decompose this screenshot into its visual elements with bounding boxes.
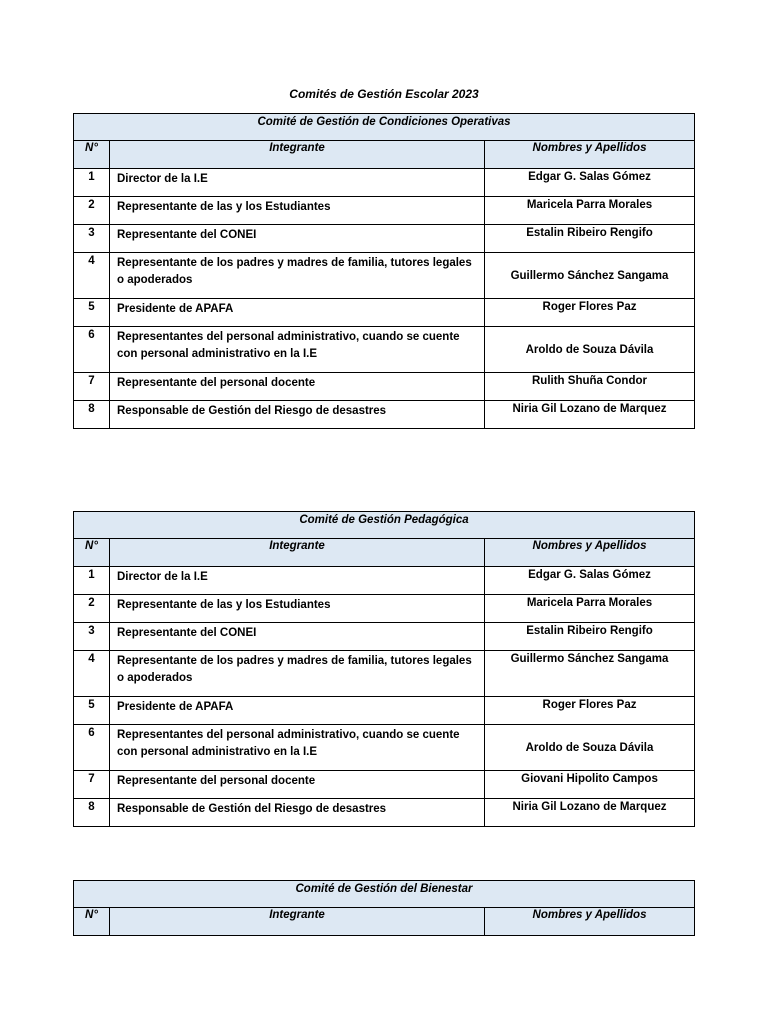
- row-integrante: Director de la I.E: [110, 567, 485, 595]
- row-nombre: Roger Flores Paz: [485, 697, 695, 725]
- column-header-integrante: Integrante: [110, 908, 485, 936]
- column-header-number: N°: [74, 908, 110, 936]
- row-nombre: Giovani Hipolito Campos: [485, 771, 695, 799]
- table-row: [74, 567, 695, 595]
- table-row: [74, 225, 695, 253]
- row-number: 7: [74, 373, 110, 401]
- row-nombre: Aroldo de Souza Dávila: [485, 327, 695, 373]
- row-integrante: Representante de los padres y madres de familia, tutores legales o apoderados: [110, 651, 485, 697]
- table-row: [74, 799, 695, 827]
- table-row: [74, 651, 695, 697]
- table-row: [74, 595, 695, 623]
- row-integrante: Representantes del personal administrativo, cuando se cuente con personal administrativo en la I.E: [110, 327, 485, 373]
- row-number: 5: [74, 299, 110, 327]
- table-row: [74, 373, 695, 401]
- column-header-integrante: Integrante: [110, 141, 485, 169]
- row-nombre: Estalin Ribeiro Rengifo: [485, 225, 695, 253]
- column-header-nombres: Nombres y Apellidos: [485, 539, 695, 567]
- table-row: [74, 299, 695, 327]
- table-row: [74, 169, 695, 197]
- table-row: [74, 725, 695, 771]
- table-row: [74, 401, 695, 429]
- row-nombre: Edgar G. Salas Gómez: [485, 567, 695, 595]
- row-nombre: Estalin Ribeiro Rengifo: [485, 623, 695, 651]
- committee-table-condiciones-operativas: [73, 113, 695, 429]
- table-row: [74, 197, 695, 225]
- row-nombre: Niria Gil Lozano de Marquez: [485, 799, 695, 827]
- document-title: Comités de Gestión Escolar 2023: [289, 87, 479, 101]
- row-number: 1: [74, 169, 110, 197]
- table-row: [74, 771, 695, 799]
- row-integrante: Director de la I.E: [110, 169, 485, 197]
- committee-table-pedagogica: [73, 511, 695, 827]
- row-integrante: Presidente de APAFA: [110, 299, 485, 327]
- row-integrante: Responsable de Gestión del Riesgo de desastres: [110, 401, 485, 429]
- row-integrante: Representante del CONEI: [110, 225, 485, 253]
- table-row: [74, 253, 695, 299]
- column-header-number: N°: [74, 539, 110, 567]
- column-header-number: N°: [74, 141, 110, 169]
- committee-title: Comité de Gestión Pedagógica: [74, 512, 695, 539]
- column-header-nombres: Nombres y Apellidos: [485, 908, 695, 936]
- row-number: 6: [74, 725, 110, 771]
- row-number: 7: [74, 771, 110, 799]
- row-nombre: Maricela Parra Morales: [485, 197, 695, 225]
- row-integrante: Representantes del personal administrativo, cuando se cuente con personal administrativo en la I.E: [110, 725, 485, 771]
- row-integrante: Representante de las y los Estudiantes: [110, 595, 485, 623]
- row-nombre: Maricela Parra Morales: [485, 595, 695, 623]
- row-number: 8: [74, 799, 110, 827]
- row-nombre: Edgar G. Salas Gómez: [485, 169, 695, 197]
- committee-title: Comité de Gestión de Condiciones Operativas: [74, 114, 695, 141]
- row-nombre: Guillermo Sánchez Sangama: [485, 253, 695, 299]
- column-header-integrante: Integrante: [110, 539, 485, 567]
- row-number: 4: [74, 651, 110, 697]
- row-number: 2: [74, 595, 110, 623]
- committee-title: Comité de Gestión del Bienestar: [74, 881, 695, 908]
- table-row: [74, 697, 695, 725]
- row-integrante: Representante del CONEI: [110, 623, 485, 651]
- row-number: 4: [74, 253, 110, 299]
- row-nombre: Guillermo Sánchez Sangama: [485, 651, 695, 697]
- row-number: 8: [74, 401, 110, 429]
- row-number: 3: [74, 623, 110, 651]
- row-number: 3: [74, 225, 110, 253]
- row-number: 5: [74, 697, 110, 725]
- row-nombre: Roger Flores Paz: [485, 299, 695, 327]
- committee-table-bienestar: [73, 880, 695, 936]
- row-nombre: Niria Gil Lozano de Marquez: [485, 401, 695, 429]
- row-integrante: Representante del personal docente: [110, 771, 485, 799]
- row-number: 2: [74, 197, 110, 225]
- row-nombre: Rulith Shuña Condor: [485, 373, 695, 401]
- row-integrante: Presidente de APAFA: [110, 697, 485, 725]
- row-number: 6: [74, 327, 110, 373]
- row-integrante: Responsable de Gestión del Riesgo de desastres: [110, 799, 485, 827]
- row-integrante: Representante de las y los Estudiantes: [110, 197, 485, 225]
- row-number: 1: [74, 567, 110, 595]
- row-integrante: Representante de los padres y madres de familia, tutores legales o apoderados: [110, 253, 485, 299]
- table-row: [74, 623, 695, 651]
- column-header-nombres: Nombres y Apellidos: [485, 141, 695, 169]
- row-nombre: Aroldo de Souza Dávila: [485, 725, 695, 771]
- row-integrante: Representante del personal docente: [110, 373, 485, 401]
- table-row: [74, 327, 695, 373]
